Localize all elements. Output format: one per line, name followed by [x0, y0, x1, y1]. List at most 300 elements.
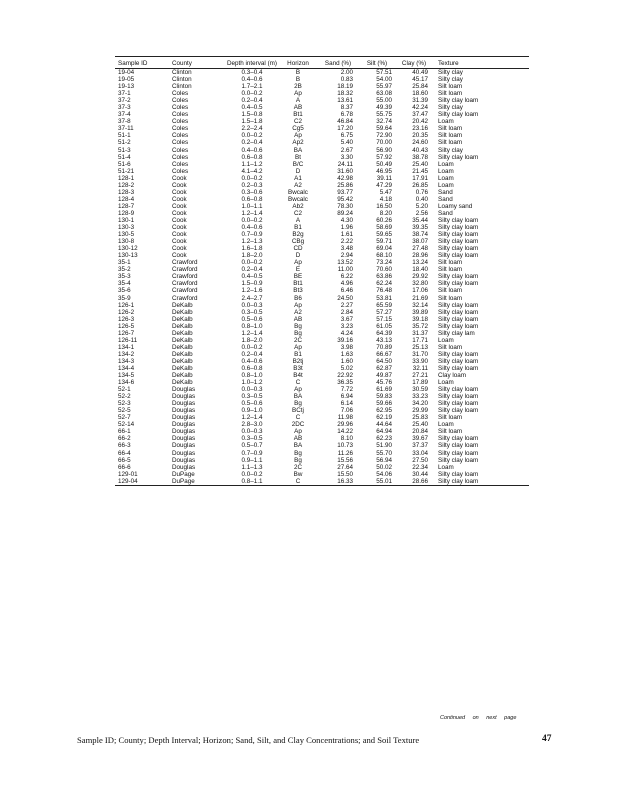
cell-silt: 62.23 — [376, 435, 392, 443]
cell-texture: Loam — [438, 174, 454, 182]
cell-sand: 1.61 — [340, 231, 353, 239]
cell-texture: Silty clay loam — [438, 153, 479, 161]
cell-silt: 64.50 — [376, 357, 392, 365]
cell-texture: Silty clay loam — [438, 357, 479, 365]
cell-county: Cook — [172, 224, 187, 232]
cell-depth-interval: 1.2–1.4 — [241, 209, 263, 217]
cell-texture: Sand — [438, 188, 453, 196]
cell-clay: 28.96 — [412, 252, 428, 260]
cell-clay: 31.37 — [412, 329, 428, 337]
header-horizon: Horizon — [287, 59, 309, 67]
cell-depth-interval: 0.7–0.9 — [241, 449, 263, 457]
cell-horizon: Bw — [293, 470, 303, 478]
cell-horizon: Bwcalc — [288, 195, 308, 203]
cell-sand: 18.19 — [337, 83, 353, 91]
cell-sample-id: 66-6 — [118, 463, 131, 471]
cell-silt: 46.95 — [376, 167, 392, 175]
cell-horizon: B6 — [294, 294, 302, 302]
cell-texture: Silty clay loam — [438, 252, 479, 260]
cell-silt: 49.87 — [376, 372, 392, 380]
cell-sand: 2.22 — [340, 238, 353, 246]
cell-depth-interval: 0.4–0.6 — [241, 76, 263, 84]
table-row — [115, 414, 529, 421]
cell-texture: Silt loam — [438, 428, 463, 436]
cell-sample-id: 52-5 — [118, 407, 131, 415]
cell-texture: Silty clay loam — [438, 364, 479, 372]
cell-texture: Silty clay loam — [438, 449, 479, 457]
cell-county: Coles — [172, 139, 189, 147]
cell-sample-id: 134-3 — [118, 357, 135, 365]
table-row — [115, 435, 529, 442]
cell-clay: 38.78 — [412, 153, 428, 161]
cell-horizon: Ap — [294, 428, 302, 436]
header-row — [115, 57, 529, 69]
cell-clay: 17.71 — [412, 336, 428, 344]
cell-silt: 59.64 — [376, 125, 392, 133]
cell-texture: Loamy sand — [438, 202, 473, 210]
cell-horizon: AB — [293, 435, 303, 443]
cell-silt: 5.47 — [379, 188, 392, 196]
cell-horizon: A2 — [294, 181, 302, 189]
cell-depth-interval: 1.2–1.4 — [241, 414, 263, 422]
cell-county: Cook — [172, 216, 187, 224]
cell-horizon: B1 — [294, 224, 302, 232]
cell-horizon: Ap — [294, 259, 302, 267]
table-row — [115, 287, 529, 294]
cell-sand: 2.00 — [340, 69, 353, 76]
cell-depth-interval: 0.9–1.1 — [241, 456, 263, 464]
cell-clay: 31.70 — [412, 350, 428, 358]
cell-sample-id: 37-2 — [118, 97, 131, 105]
cell-horizon: BE — [293, 273, 303, 281]
cell-county: Douglas — [172, 435, 196, 443]
cell-depth-interval: 2.4–2.7 — [241, 294, 263, 302]
cell-sample-id: 35-4 — [118, 280, 131, 288]
cell-sample-id: 37-11 — [118, 125, 134, 133]
cell-horizon: B1 — [294, 350, 302, 358]
cell-silt: 55.70 — [376, 449, 392, 457]
cell-texture: Silt loam — [438, 414, 463, 422]
cell-clay: 25.84 — [412, 83, 428, 91]
table-row — [115, 323, 529, 330]
cell-texture: Silty clay — [438, 146, 463, 154]
cell-horizon: 2C — [293, 336, 303, 344]
cell-depth-interval: 0.9–1.0 — [241, 407, 263, 415]
cell-sand: 46.84 — [337, 118, 353, 126]
cell-depth-interval: 1.0–1.2 — [241, 379, 263, 387]
cell-county: DeKalb — [172, 336, 193, 344]
cell-county: Cook — [172, 195, 187, 203]
cell-silt: 70.00 — [376, 139, 392, 147]
cell-texture: Loam — [438, 463, 454, 471]
cell-clay: 38.74 — [412, 231, 428, 239]
cell-silt: 55.01 — [376, 477, 392, 485]
table-row — [115, 182, 529, 189]
cell-county: Coles — [172, 146, 189, 154]
table-row — [115, 400, 529, 407]
cell-county: Cook — [172, 231, 187, 239]
cell-sample-id: 51-21 — [118, 167, 135, 175]
table-row — [115, 69, 529, 77]
cell-silt: 70.60 — [376, 266, 392, 274]
cell-sample-id: 126-3 — [118, 315, 135, 323]
cell-sample-id: 52-2 — [118, 393, 131, 401]
cell-sand: 24.11 — [337, 160, 353, 168]
cell-silt: 65.59 — [376, 301, 392, 309]
cell-sand: 5.40 — [340, 139, 353, 147]
cell-horizon: Ap — [294, 343, 302, 351]
cell-texture: Silty clay loam — [438, 477, 479, 485]
cell-depth-interval: 0.0–0.2 — [241, 343, 263, 351]
cell-clay: 31.39 — [412, 97, 428, 105]
cell-clay: 37.37 — [412, 442, 428, 450]
cell-sample-id: 37-1 — [118, 90, 131, 98]
cell-sample-id: 128-2 — [118, 181, 135, 189]
cell-sample-id: 130-3 — [118, 224, 135, 232]
cell-sample-id: 130-8 — [118, 238, 135, 246]
cell-depth-interval: 0.8–1.0 — [241, 372, 263, 380]
cell-sand: 6.94 — [340, 393, 353, 401]
cell-sample-id: 66-5 — [118, 456, 131, 464]
cell-depth-interval: 1.1–1.2 — [241, 160, 263, 168]
table-row — [115, 302, 529, 309]
cell-clay: 21.69 — [412, 294, 428, 302]
cell-clay: 40.43 — [412, 146, 428, 154]
table-row — [115, 175, 529, 182]
cell-sand: 1.63 — [340, 350, 353, 358]
table-row — [115, 457, 529, 464]
cell-county: Coles — [172, 90, 189, 98]
cell-sand: 36.35 — [337, 379, 353, 387]
cell-depth-interval: 4.1–4.2 — [241, 167, 263, 175]
soil-data-table-container — [115, 56, 529, 486]
cell-sand: 78.30 — [337, 202, 353, 210]
cell-texture: Silty clay loam — [438, 97, 479, 105]
cell-silt: 59.83 — [376, 393, 392, 401]
cell-texture: Loam — [438, 118, 454, 126]
cell-texture: Silt loam — [438, 132, 463, 140]
cell-depth-interval: 0.4–0.6 — [241, 224, 263, 232]
table-row — [115, 139, 529, 146]
cell-sample-id: 66-3 — [118, 442, 131, 450]
cell-depth-interval: 0.6–0.8 — [241, 195, 263, 203]
cell-sand: 10.73 — [337, 442, 353, 450]
cell-horizon: 2C — [293, 463, 303, 471]
cell-depth-interval: 0.0–0.3 — [241, 301, 263, 309]
cell-horizon: Ap — [294, 132, 302, 140]
cell-texture: Silty clay loam — [438, 456, 479, 464]
cell-clay: 29.92 — [412, 273, 428, 281]
cell-texture: Loam — [438, 421, 454, 429]
cell-depth-interval: 0.3–0.5 — [241, 435, 263, 443]
cell-depth-interval: 1.8–2.0 — [241, 336, 263, 344]
cell-county: Clinton — [172, 83, 192, 91]
cell-horizon: B2tj — [292, 357, 304, 365]
cell-texture: Silty clay loam — [438, 111, 479, 119]
cell-depth-interval: 1.1–1.3 — [241, 463, 263, 471]
cell-horizon: BA — [293, 442, 303, 450]
cell-horizon: 2B — [294, 83, 302, 91]
cell-texture: Silt loam — [438, 294, 463, 302]
cell-texture: Silty clay loam — [438, 435, 479, 443]
cell-silt: 66.67 — [376, 350, 392, 358]
cell-sand: 22.92 — [337, 372, 353, 380]
table-row — [115, 90, 529, 97]
cell-depth-interval: 0.2–0.4 — [241, 266, 263, 274]
cell-depth-interval: 0.0–0.2 — [241, 216, 263, 224]
cell-silt: 49.39 — [376, 104, 392, 112]
cell-clay: 25.13 — [412, 343, 428, 351]
cell-silt: 60.26 — [376, 216, 392, 224]
table-row — [115, 344, 529, 351]
table-header — [115, 57, 529, 69]
table-row — [115, 238, 529, 245]
cell-depth-interval: 0.0–0.2 — [241, 259, 263, 267]
cell-clay: 33.90 — [412, 357, 428, 365]
table-row — [115, 83, 529, 90]
header-clay: Clay (%) — [401, 59, 427, 67]
cell-sand: 3.67 — [340, 315, 353, 323]
cell-horizon: Bg — [294, 329, 302, 337]
cell-clay: 34.20 — [412, 400, 428, 408]
table-row — [115, 309, 529, 316]
table-row — [115, 295, 529, 302]
cell-depth-interval: 1.5–0.8 — [241, 111, 263, 119]
cell-clay: 37.47 — [412, 111, 428, 119]
cell-county: Crawford — [172, 280, 198, 288]
cell-horizon: Ap — [294, 301, 302, 309]
cell-horizon: C2 — [293, 118, 303, 126]
table-row — [115, 365, 529, 372]
cell-sample-id: 134-5 — [118, 372, 135, 380]
cell-silt: 54.00 — [376, 76, 392, 84]
cell-texture: Silty clay — [438, 76, 463, 84]
table-row — [115, 217, 529, 224]
cell-sand: 15.56 — [337, 456, 353, 464]
cell-sample-id: 126-11 — [118, 336, 138, 344]
cell-horizon: Bwcalc — [288, 188, 308, 196]
table-row — [115, 421, 529, 428]
header-depth-interval: Depth interval (m) — [226, 59, 278, 67]
cell-depth-interval: 1.5–1.8 — [241, 118, 263, 126]
cell-county: DeKalb — [172, 343, 193, 351]
cell-horizon: Ap — [294, 90, 302, 98]
cell-silt: 45.76 — [376, 379, 392, 387]
cell-county: DeKalb — [172, 329, 193, 337]
cell-depth-interval: 0.7–0.9 — [241, 231, 263, 239]
table-row — [115, 478, 529, 486]
cell-depth-interval: 0.3–0.5 — [241, 393, 263, 401]
cell-clay: 30.44 — [412, 470, 428, 478]
cell-county: Coles — [172, 153, 189, 161]
cell-county: Coles — [172, 125, 189, 133]
cell-clay: 25.83 — [412, 414, 428, 422]
cell-horizon: Bg — [294, 322, 302, 330]
cell-texture: Silty clay loam — [438, 322, 479, 330]
cell-depth-interval: 0.2–0.3 — [241, 181, 263, 189]
cell-silt: 57.15 — [376, 315, 392, 323]
cell-sample-id: 134-4 — [118, 364, 135, 372]
cell-texture: Silt loam — [438, 125, 463, 133]
cell-county: Douglas — [172, 421, 196, 429]
table-row — [115, 316, 529, 323]
cell-depth-interval: 0.4–0.5 — [241, 104, 263, 112]
cell-horizon: 2DC — [291, 421, 305, 429]
cell-county: Crawford — [172, 259, 198, 267]
cell-sample-id: 52-3 — [118, 400, 131, 408]
cell-depth-interval: 0.3–0.6 — [241, 188, 263, 196]
cell-county: Douglas — [172, 386, 196, 394]
cell-depth-interval: 0.2–0.4 — [241, 139, 263, 147]
table-row — [115, 273, 529, 280]
cell-sample-id: 130-5 — [118, 231, 135, 239]
cell-texture: Silty clay loam — [438, 301, 479, 309]
cell-sample-id: 51-4 — [118, 153, 131, 161]
table-row — [115, 245, 529, 252]
cell-silt: 64.94 — [376, 428, 392, 436]
cell-clay: 27.48 — [412, 245, 428, 253]
cell-depth-interval: 0.5–0.6 — [241, 315, 263, 323]
cell-texture: Silty clay loam — [438, 407, 479, 415]
cell-sand: 8.10 — [340, 435, 353, 443]
cell-county: Douglas — [172, 414, 196, 422]
cell-sample-id: 126-7 — [118, 329, 135, 337]
cell-silt: 64.39 — [376, 329, 392, 337]
cell-sand: 31.60 — [337, 167, 353, 175]
table-row — [115, 132, 529, 139]
cell-clay: 32.11 — [412, 364, 428, 372]
cell-county: Coles — [172, 118, 189, 126]
cell-silt: 43.13 — [376, 336, 392, 344]
cell-silt: 73.24 — [376, 259, 392, 267]
cell-horizon: D — [295, 167, 301, 175]
cell-sample-id: 130-13 — [118, 252, 138, 260]
cell-county: Crawford — [172, 287, 198, 295]
table-row — [115, 351, 529, 358]
cell-county: Douglas — [172, 449, 196, 457]
table-row — [115, 259, 529, 266]
cell-texture: Silty clay loam — [438, 442, 479, 450]
cell-county: DuPage — [172, 477, 195, 485]
cell-county: DeKalb — [172, 315, 193, 323]
cell-horizon: C2 — [293, 209, 303, 217]
cell-texture: Silty clay loam — [438, 393, 479, 401]
cell-horizon: Bt1 — [293, 111, 303, 119]
cell-depth-interval: 0.5–0.7 — [241, 442, 263, 450]
cell-sample-id: 19-04 — [118, 69, 135, 76]
cell-clay: 33.04 — [412, 449, 428, 457]
cell-sample-id: 128-7 — [118, 202, 135, 210]
header-county: County — [172, 59, 192, 67]
cell-horizon: Cg5 — [292, 125, 304, 133]
cell-county: Cook — [172, 245, 187, 253]
cell-sand: 39.16 — [337, 336, 353, 344]
cell-county: Clinton — [172, 76, 192, 84]
cell-depth-interval: 0.0–0.2 — [241, 90, 263, 98]
cell-clay: 17.89 — [412, 379, 428, 387]
cell-depth-interval: 0.4–0.5 — [241, 273, 263, 281]
table-row — [115, 111, 529, 118]
cell-sample-id: 51-1 — [118, 132, 131, 140]
cell-silt: 76.48 — [376, 287, 392, 295]
cell-county: Coles — [172, 104, 189, 112]
cell-sand: 2.67 — [340, 146, 353, 154]
cell-horizon: Bt1 — [293, 280, 303, 288]
cell-sample-id: 35-2 — [118, 266, 131, 274]
cell-horizon: Bg — [294, 449, 302, 457]
cell-county: DeKalb — [172, 301, 193, 309]
cell-county: Coles — [172, 111, 189, 119]
cell-sand: 4.96 — [340, 280, 353, 288]
cell-silt: 62.24 — [376, 280, 392, 288]
cell-texture: Silty clay loam — [438, 273, 479, 281]
cell-texture: Silty clay loam — [438, 308, 479, 316]
cell-horizon: B2g — [292, 231, 304, 239]
header-sand: Sand (%) — [324, 59, 352, 67]
cell-silt: 59.66 — [376, 400, 392, 408]
cell-sample-id: 66-1 — [118, 428, 131, 436]
cell-sand: 6.75 — [340, 132, 353, 140]
cell-sand: 29.96 — [337, 421, 353, 429]
cell-texture: Silt loam — [438, 259, 463, 267]
cell-silt: 54.06 — [376, 470, 392, 478]
cell-county: Coles — [172, 97, 189, 105]
cell-sand: 8.37 — [340, 104, 353, 112]
cell-sand: 1.96 — [340, 224, 353, 232]
cell-texture: Silty clay lam — [438, 329, 475, 337]
cell-horizon: A2 — [294, 308, 302, 316]
cell-county: DeKalb — [172, 308, 193, 316]
cell-texture: Silty clay loam — [438, 216, 479, 224]
cell-sample-id: 129-04 — [118, 477, 138, 485]
table-row — [115, 104, 529, 111]
table-row — [115, 161, 529, 168]
table-row — [115, 118, 529, 125]
cell-horizon: AB — [293, 104, 303, 112]
cell-sample-id: 51-6 — [118, 160, 131, 168]
cell-clay: 0.76 — [415, 188, 428, 196]
cell-sample-id: 134-6 — [118, 379, 135, 387]
cell-clay: 25.40 — [412, 421, 428, 429]
cell-depth-interval: 1.2–1.6 — [241, 287, 263, 295]
cell-horizon: B — [295, 69, 301, 76]
cell-county: Cook — [172, 188, 187, 196]
cell-depth-interval: 0.8–1.1 — [241, 477, 263, 485]
cell-county: DuPage — [172, 470, 195, 478]
cell-silt: 50.49 — [376, 160, 392, 168]
cell-county: Coles — [172, 132, 189, 140]
cell-depth-interval: 1.2–1.4 — [241, 329, 263, 337]
cell-texture: Silty clay loam — [438, 245, 479, 253]
table-row — [115, 231, 529, 238]
cell-clay: 22.34 — [412, 463, 428, 471]
cell-silt: 61.05 — [376, 322, 392, 330]
table-row — [115, 210, 529, 217]
cell-sand: 13.52 — [337, 259, 353, 267]
cell-silt: 62.87 — [376, 364, 392, 372]
table-row — [115, 76, 529, 83]
cell-clay: 27.50 — [412, 456, 428, 464]
cell-sand: 7.72 — [340, 386, 353, 394]
cell-county: Douglas — [172, 442, 196, 450]
cell-horizon: Bt — [295, 153, 301, 161]
cell-sand: 1.60 — [340, 357, 353, 365]
cell-texture: Silt loam — [438, 90, 463, 98]
cell-depth-interval: 1.7–2.1 — [241, 83, 263, 91]
cell-sample-id: 66-2 — [118, 435, 131, 443]
cell-silt: 39.11 — [376, 174, 392, 182]
cell-sample-id: 51-2 — [118, 139, 131, 147]
